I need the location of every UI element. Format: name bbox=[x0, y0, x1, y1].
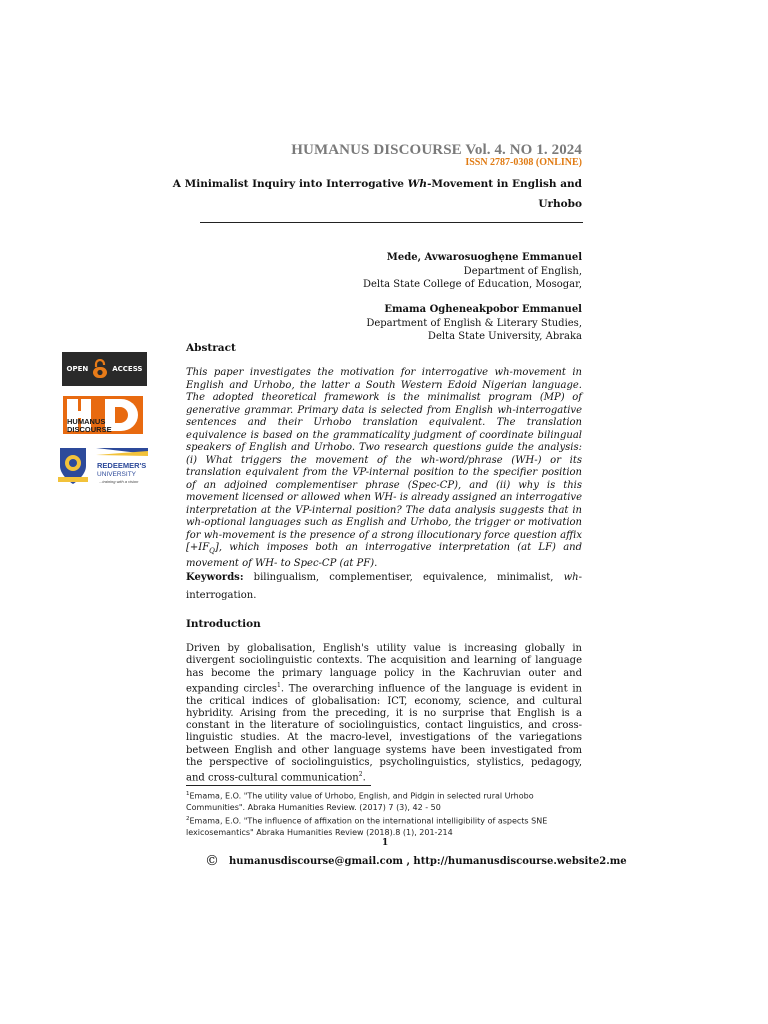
open-lock-icon bbox=[91, 359, 109, 379]
author-affiliation: Delta State University, Abraka bbox=[427, 331, 582, 342]
footnote-divider bbox=[186, 785, 371, 786]
abstract-body: This paper investigates the motivation for interrogative wh-movement in English and Urhobo, the latter a South Western Edoid Nigerian language. The adopted theoretical framework is the minimalist program (MP) of generative grammar. Primary data is selected from English wh-interrogative sentences and their Urhobo translation equivalent. The translation equivalence is based on the grammaticality judgment of coordinate bilingual speakers of English and Urhobo. Two research questions guide the analysis: (i) What triggers the movement of the wh-word/phrase (WH-) or its translation equivalent from the VP-internal position to the specifier position of an adjoined complementiser phrase (Spec-CP), and (ii) why is this movement licensed or allowed when WH- is already assigned an interrogative interpretation at the VP-internal position? The data analysis suggests that in wh-optional languages such as English and Urhobo, the trigger or motivation for wh-movement is the presence of a strong illocutionary force question affix $[+IF_Q]$, which imposes both an interrogative interpretation (at LF) and movement of WH- to Spec-CP (at PF). bbox=[186, 367, 582, 569]
author-block-2 bbox=[366, 303, 582, 344]
svg-text:...training with a vision: ...training with a vision bbox=[99, 479, 139, 484]
svg-text:UNIVERSITY: UNIVERSITY bbox=[97, 471, 137, 478]
keywords: Keywords: bilingualism, complementiser, equivalence, minimalist, wh-interrogation. bbox=[186, 572, 582, 601]
introduction-body: Driven by globalisation, English's utility value is increasing globally in divergent sociolinguistic contexts. The acquisition and learning of language has become the primary language policy in the Kachruvian outer and expanding circles$^1$. The overarching influence of the language is evident in the critical indices of globalisation: ICT, economy, science, and cultural hybridity. Arising from the preceding, it is no surprise that English is a constant in the literature of sociolinguistics, contact linguistics, and cross-linguistic studies. At the macro-level, investigations of the variegations between English and other language systems have been investigated from the perspective of sociolinguistics, psycholinguistics, stylistics, pedagogy, and cross-cultural communication$^2$. bbox=[186, 643, 582, 784]
svg-text:REDEEMER'S: REDEEMER'S bbox=[97, 461, 147, 470]
author-block-1 bbox=[363, 251, 582, 292]
crest-icon bbox=[58, 448, 88, 484]
journal-name: HUMANUS DISCOURSE Vol. 4. NO 1. 2024 bbox=[291, 142, 582, 158]
issn: ISSN 2787-0308 (ONLINE) bbox=[465, 157, 582, 168]
page-number: 1 bbox=[382, 838, 389, 848]
footnotes bbox=[186, 789, 582, 838]
redeemers-university-logo bbox=[56, 444, 149, 486]
footer-email[interactable]: humanusdiscourse@gmail.com bbox=[229, 856, 403, 867]
svg-text:HUMANUS: HUMANUS bbox=[67, 417, 106, 426]
paper-title: A Minimalist Inquiry into Interrogative Wh-Movement in English and Urhobo bbox=[172, 178, 582, 210]
author-affiliation: Delta State College of Education, Mosogar, bbox=[363, 279, 582, 290]
title-divider bbox=[200, 222, 583, 223]
footnote: $^1$Emama, E.O. "The utility value of Urhobo, English, and Pidgin in selected rural Urhobo Communities". Abraka Humanities Review. (2017) 7 (3), 42 - 50 bbox=[186, 791, 534, 813]
author-name: Mede, Avwarosuoghẹne Emmanuel bbox=[386, 252, 582, 263]
footer-contact: © humanusdiscourse@gmail.com , http://humanusdiscourse.website2.me bbox=[205, 853, 627, 869]
author-affiliation: Department of English & Literary Studies, bbox=[366, 317, 582, 329]
humanus-discourse-logo bbox=[63, 396, 143, 434]
open-access-logo: OPEN ACCESS bbox=[62, 352, 147, 386]
abstract-heading: Abstract bbox=[186, 342, 236, 354]
author-name: Emama Ogheneakpobor Emmanuel bbox=[384, 304, 582, 315]
svg-text:DISCOURSE: DISCOURSE bbox=[67, 425, 112, 434]
footer-url[interactable]: http://humanusdiscourse.website2.me bbox=[413, 856, 627, 867]
author-affiliation: Department of English, bbox=[463, 265, 582, 277]
footnote: $^2$Emama, E.O. "The influence of affixation on the international intelligibility of aspects SNE lexicosemantics" Abraka Humanities Review (2018).8 (1), 201-214 bbox=[186, 815, 548, 837]
copyright-icon: © bbox=[205, 853, 219, 869]
introduction-heading: Introduction bbox=[186, 618, 261, 630]
